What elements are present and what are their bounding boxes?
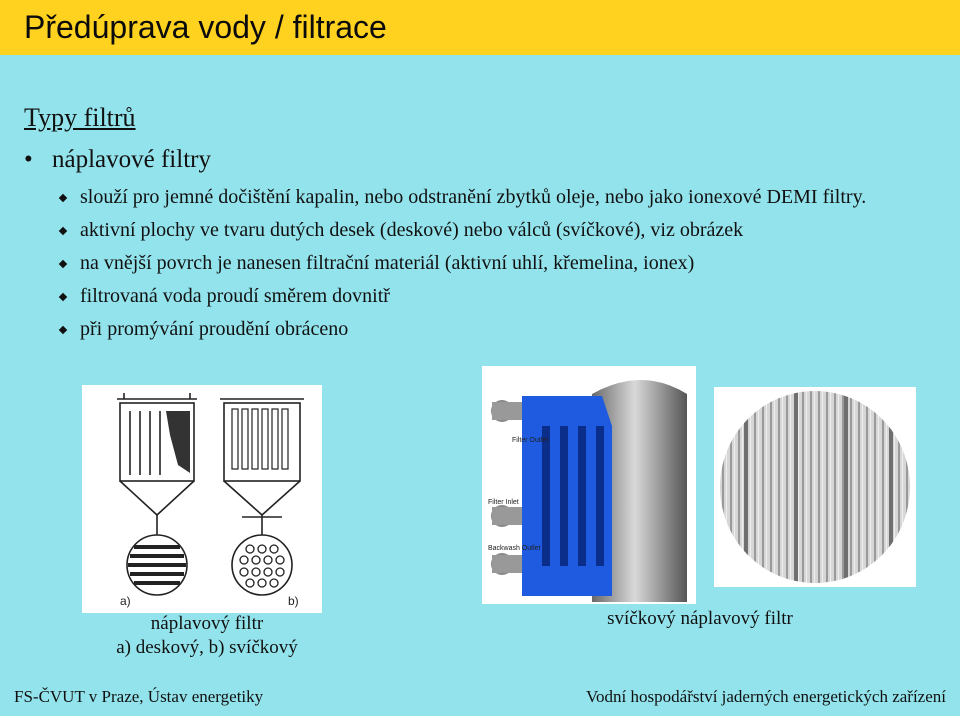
diamond-bullet-icon <box>59 194 67 202</box>
filter-vessel-cutaway <box>482 366 696 604</box>
list-item-text: aktivní plochy ve tvaru dutých desek (deskové) nebo válců (svíčkové), viz obrázek <box>80 219 744 241</box>
diamond-bullet-icon <box>59 293 67 301</box>
outlet-label: Filter Outlet <box>512 437 549 444</box>
figure-caption-line2: a) deskový, b) svíčkový <box>116 637 298 658</box>
diamond-bullet-icon <box>59 326 67 334</box>
footer-course: Vodní hospodářství jaderných energetických zařízení <box>585 687 946 706</box>
figure-caption-right: svíčkový náplavový filtr <box>607 608 793 629</box>
fig-label-b: b) <box>288 594 299 608</box>
inlet-label: Filter Inlet <box>488 499 519 506</box>
sub-bullet-list <box>58 184 938 349</box>
diamond-bullet-icon <box>59 260 67 268</box>
list-item-text: filtrovaná voda proudí směrem dovnitř <box>80 285 390 307</box>
list-item-text: na vnější povrch je nanesen filtrační materiál (aktivní uhlí, křemelina, ionex) <box>80 252 695 274</box>
precoat-filter-schematic <box>82 385 322 613</box>
candle-elements-photo <box>714 387 916 587</box>
vessel-drawing <box>482 366 696 604</box>
schematic-drawing <box>82 385 322 613</box>
figure-caption-line1: náplavový filtr <box>150 613 264 634</box>
section-heading: Typy filtrů <box>24 103 136 132</box>
footer-institution: FS-ČVUT v Praze, Ústav energetiky <box>14 687 264 706</box>
title-bar <box>0 0 960 55</box>
main-bullet <box>24 146 211 174</box>
list-item <box>58 283 938 309</box>
candle-photo-drawing <box>714 387 916 587</box>
bullet-dot-icon: • <box>24 146 33 173</box>
main-bullet-text: náplavové filtry <box>52 146 211 173</box>
list-item-text: slouží pro jemné dočištění kapalin, nebo odstranění zbytků oleje, nebo jako ionexové DEMI filtry. <box>80 186 867 208</box>
list-item <box>58 184 938 210</box>
list-item <box>58 217 938 243</box>
fig-label-a: a) <box>120 594 131 608</box>
slide-title: Předúprava vody / filtrace <box>24 9 387 45</box>
diamond-bullet-icon <box>59 227 67 235</box>
list-item <box>58 250 938 276</box>
backwash-label: Backwash Outlet <box>488 545 541 552</box>
list-item-text: při promývání proudění obráceno <box>80 318 349 340</box>
list-item <box>58 316 938 342</box>
